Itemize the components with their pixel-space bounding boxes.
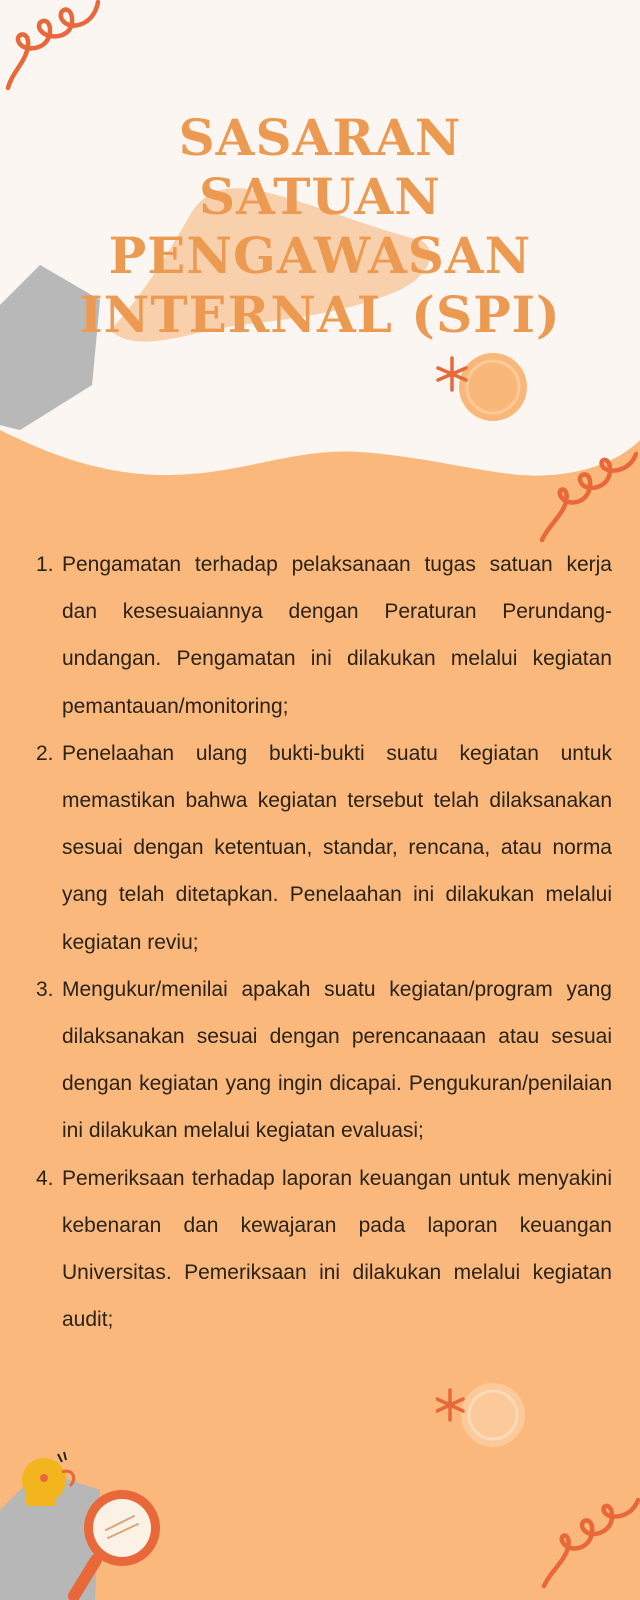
list-item (36, 541, 612, 730)
list-item-text: Pemeriksaan terhadap laporan keuangan untuk menyakini kebenaran dan kewajaran pada laporan keuangan Universitas. Pemeriksaan ini dilakukan melalui kegiatan audit; (62, 1166, 612, 1332)
list-item-number: 4. (36, 1166, 54, 1190)
page-title (0, 108, 640, 344)
list-item-text: Pengamatan terhadap pelaksanaan tugas satuan kerja dan kesesuaiannya dengan Peraturan Perundang-undangan. Pengamatan ini dilakukan melalui kegiatan pemantauan/monitoring; (62, 553, 612, 718)
magnifier-icon (60, 1488, 170, 1600)
list-item-number: 3. (36, 977, 54, 1001)
list-item (36, 730, 612, 966)
list-item (36, 966, 612, 1155)
title-line: SATUAN (199, 167, 441, 226)
objectives-list (36, 541, 612, 1343)
squiggle-icon (2, 0, 102, 95)
list-item (36, 1155, 612, 1344)
list-item-number: 2. (36, 741, 54, 765)
title-line: PENGAWASAN (108, 226, 532, 285)
list-item-text: Penelaahan ulang bukti-bukti suatu kegiatan untuk memastikan bahwa kegiatan tersebut telah dilaksanakan sesuai dengan ketentuan, standar, rencana, atau norma yang telah ditetapkan. Penelaahan ini dilakukan melalui kegiatan reviu; (62, 741, 612, 954)
list-item-text: Mengukur/menilai apakah suatu kegiatan/program yang dilaksanakan sesuai dengan perencanaaan atau sesuai dengan kegiatan yang ingin dicapai. Pengukuran/penilaian ini dilakukan melalui kegiatan evaluasi; (62, 977, 612, 1143)
squiggle-icon (538, 450, 638, 545)
circle-blob-icon (436, 1378, 536, 1453)
list-item-number: 1. (36, 553, 54, 576)
title-line: SASARAN (178, 108, 462, 167)
squiggle-icon (540, 1496, 640, 1591)
asterisk-icon (436, 350, 536, 425)
title-line: INTERNAL (SPI) (79, 285, 561, 344)
